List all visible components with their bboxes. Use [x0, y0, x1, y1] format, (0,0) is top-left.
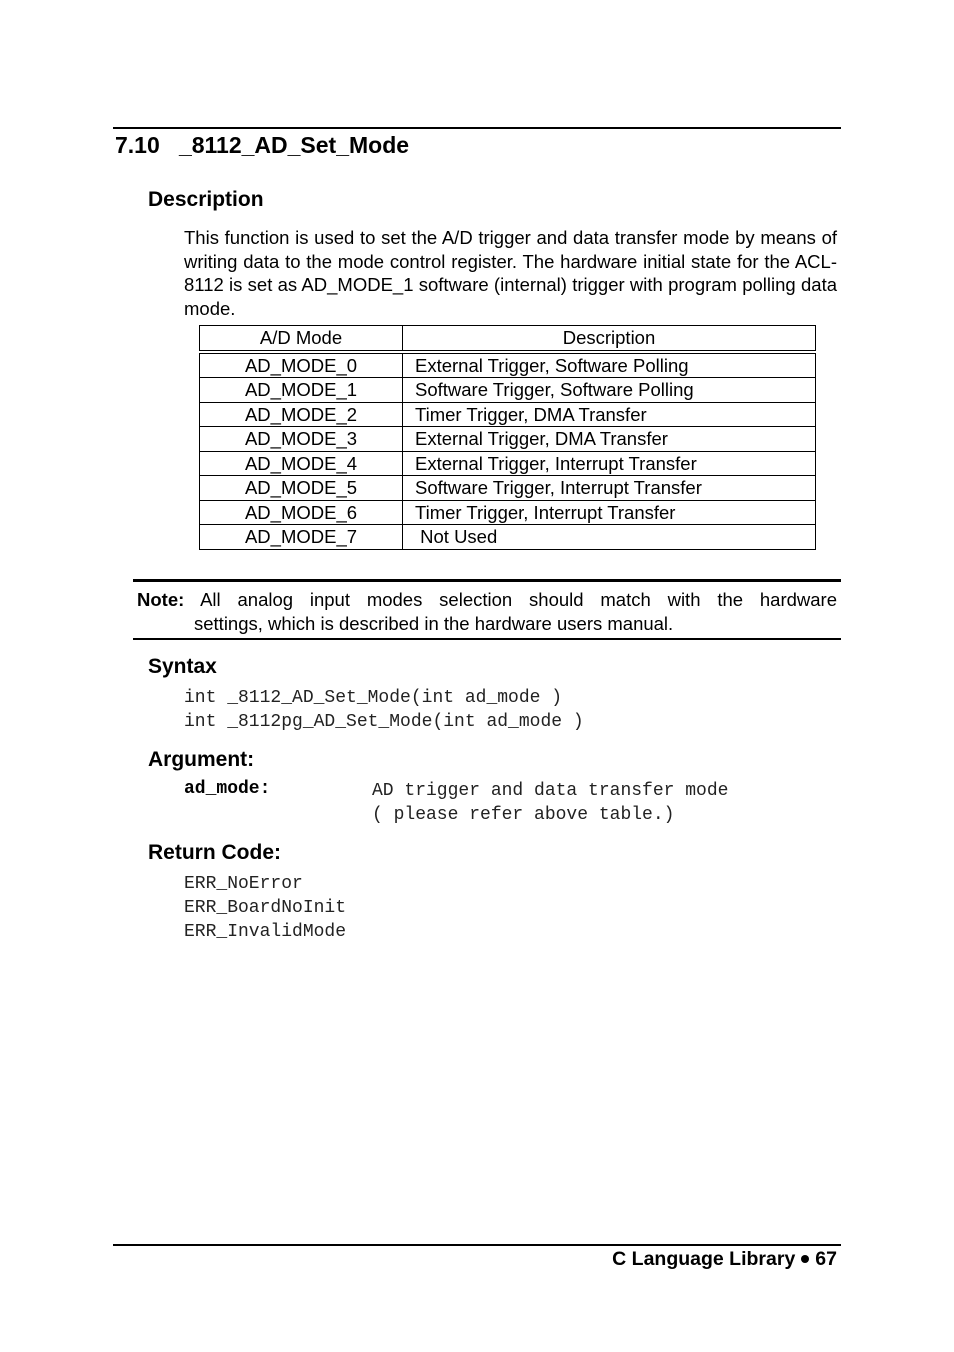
note-line-1: Note: All analog input modes selection should match with the hardware — [137, 589, 837, 610]
table-row — [200, 476, 816, 501]
note-line-2: settings, which is described in the hardware users manual. — [194, 613, 674, 634]
footer-rule — [113, 1244, 841, 1246]
argument-desc-line: ( please refer above table.) — [372, 805, 675, 825]
syntax-line: int _8112pg_AD_Set_Mode(int ad_mode ) — [184, 712, 584, 732]
mode-cell: AD_MODE_1 — [200, 378, 403, 403]
table-header-mode: A/D Mode — [200, 326, 403, 352]
description-cell: Software Trigger, Interrupt Transfer — [403, 476, 816, 501]
table-row — [200, 451, 816, 476]
mode-cell: AD_MODE_7 — [200, 525, 403, 550]
table-row — [200, 500, 816, 525]
description-heading: Description — [148, 188, 264, 211]
mode-table — [199, 325, 816, 550]
argument-heading: Argument: — [148, 748, 255, 771]
description-text: This function is used to set the A/D trigger and data transfer mode by means of writing data to the mode control register. The hardware initial state for the ACL-8112 is set as AD_MODE_1 software (internal) trigger with program polling data mode. — [184, 227, 837, 319]
note-label: Note: — [137, 589, 185, 610]
table-header-description: Description — [403, 326, 816, 352]
description-cell: Not Used — [403, 525, 816, 550]
footer-title: C Language Library — [612, 1248, 796, 1270]
section-number: 7.10 — [115, 132, 160, 158]
note-bottom-rule — [133, 638, 841, 640]
table-header-row — [200, 326, 816, 352]
table-row — [200, 352, 816, 378]
table-row — [200, 427, 816, 452]
return-code: ERR_NoError — [184, 874, 303, 894]
description-cell: Timer Trigger, DMA Transfer — [403, 402, 816, 427]
syntax-line: int _8112_AD_Set_Mode(int ad_mode ) — [184, 688, 563, 708]
page-footer — [612, 1248, 837, 1271]
section-title — [115, 132, 409, 159]
return-code: ERR_BoardNoInit — [184, 898, 347, 918]
table-row — [200, 525, 816, 550]
mode-cell: AD_MODE_4 — [200, 451, 403, 476]
mode-cell: AD_MODE_0 — [200, 352, 403, 378]
description-cell: External Trigger, Interrupt Transfer — [403, 451, 816, 476]
description-cell: External Trigger, Software Polling — [403, 352, 816, 378]
mode-cell: AD_MODE_3 — [200, 427, 403, 452]
bullet-icon — [801, 1255, 809, 1263]
table-row — [200, 402, 816, 427]
section-top-rule — [113, 127, 841, 129]
return-code: ERR_InvalidMode — [184, 922, 347, 942]
note-top-rule — [133, 579, 841, 582]
description-cell: Software Trigger, Software Polling — [403, 378, 816, 403]
description-cell: Timer Trigger, Interrupt Transfer — [403, 500, 816, 525]
mode-cell: AD_MODE_5 — [200, 476, 403, 501]
page-number: 67 — [815, 1248, 837, 1270]
return-code-list — [184, 872, 346, 944]
argument-description — [372, 779, 728, 827]
description-cell: External Trigger, DMA Transfer — [403, 427, 816, 452]
argument-name: ad_mode: — [184, 779, 271, 799]
table-row — [200, 378, 816, 403]
syntax-code-block — [184, 686, 584, 734]
function-name: _8112_AD_Set_Mode — [178, 132, 410, 158]
return-code-heading: Return Code: — [148, 841, 281, 864]
mode-cell: AD_MODE_6 — [200, 500, 403, 525]
argument-desc-line: AD trigger and data transfer mode — [372, 781, 729, 801]
note-box — [137, 588, 837, 636]
mode-cell: AD_MODE_2 — [200, 402, 403, 427]
syntax-heading: Syntax — [148, 655, 217, 678]
